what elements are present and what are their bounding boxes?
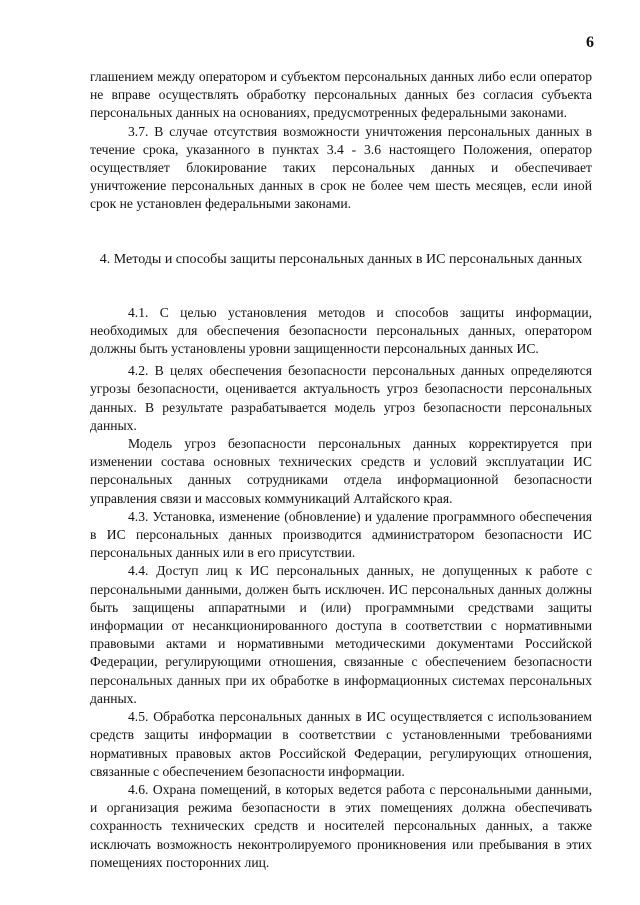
paragraph-4-6: 4.6. Охрана помещений, в которых ведется работа с персональными данными, и организация режима безопасности в этих помещениях должна обеспечивать сохранность технических средств и носителей персональных данных, а также исключать возможность неконтролируемого проникновения или пребывания в этих помещениях посторонних лиц. — [90, 781, 592, 870]
section-heading: 4. Методы и способы защиты персональных данных в ИС персональных данных — [99, 251, 583, 267]
paragraph-continuation: глашением между оператором и субъектом персональных данных либо если оператор не вправе осуществлять обработку персональных данных без согласия субъекта персональных данных на основаниях, предусмотренных федеральными законами. — [90, 69, 592, 121]
paragraph-4-3: 4.3. Установка, изменение (обновление) и удаление программного обеспечения в ИС персональных данных производится администратором безопасности ИС персональных данных или в его присутствии. — [90, 508, 592, 561]
page-number: 6 — [586, 34, 594, 51]
paragraph-4-1: 4.1. С целью установления методов и способов защиты информации, необходимых для обеспечения безопасности персональных данных, оператором должны быть установлены уровни защищенности персональных данных ИС. — [90, 304, 592, 357]
paragraph-4-5: 4.5. Обработка персональных данных в ИС осуществляется с использованием средств защиты информации в соответствии с установленными требованиями нормативных правовых актов Российской Федерации, регулирующих отношения, связанные с обеспечением безопасности информации. — [90, 709, 592, 779]
paragraph-4-4: 4.4. Доступ лиц к ИС персональных данных, не допущенных к работе с персональными данными, должен быть исключен. ИС персональных данных должны быть защищены аппаратными и (или) программными средствами защиты информации от несанкционированного доступа в соответствии с нормативными правовыми актами и нормативными методическими документами Российской Федерации, регулирующими отношения, связанные с обеспечением безопасности персональных данных при их обработке в информационных системах персональных данных. — [90, 563, 592, 706]
paragraph-3-7: 3.7. В случае отсутствия возможности уничтожения персональных данных в течение срока, указанного в пунктах 3.4 - 3.6 настоящего Положения, оператор осуществляет блокирование таких персональных данных и обеспечивает уничтожение персональных данных в срок не более чем шесть месяцев, если иной срок не установлен федеральными законами. — [90, 123, 592, 212]
paragraph-4-2: 4.2. В целях обеспечения безопасности персональных данных определяются угрозы безопасности, оценивается актуальность угроз безопасности персональных данных. В результате разрабатывается модель угроз безопасности персональных данных. — [90, 363, 592, 433]
paragraph-threat-model: Модель угроз безопасности персональных данных корректируется при изменении состава основных технических средств и условий эксплуатации ИС персональных данных сотрудниками отдела информационной безопасности управления связи и массовых коммуникаций Алтайского края. — [90, 436, 592, 506]
document-body — [90, 68, 592, 872]
